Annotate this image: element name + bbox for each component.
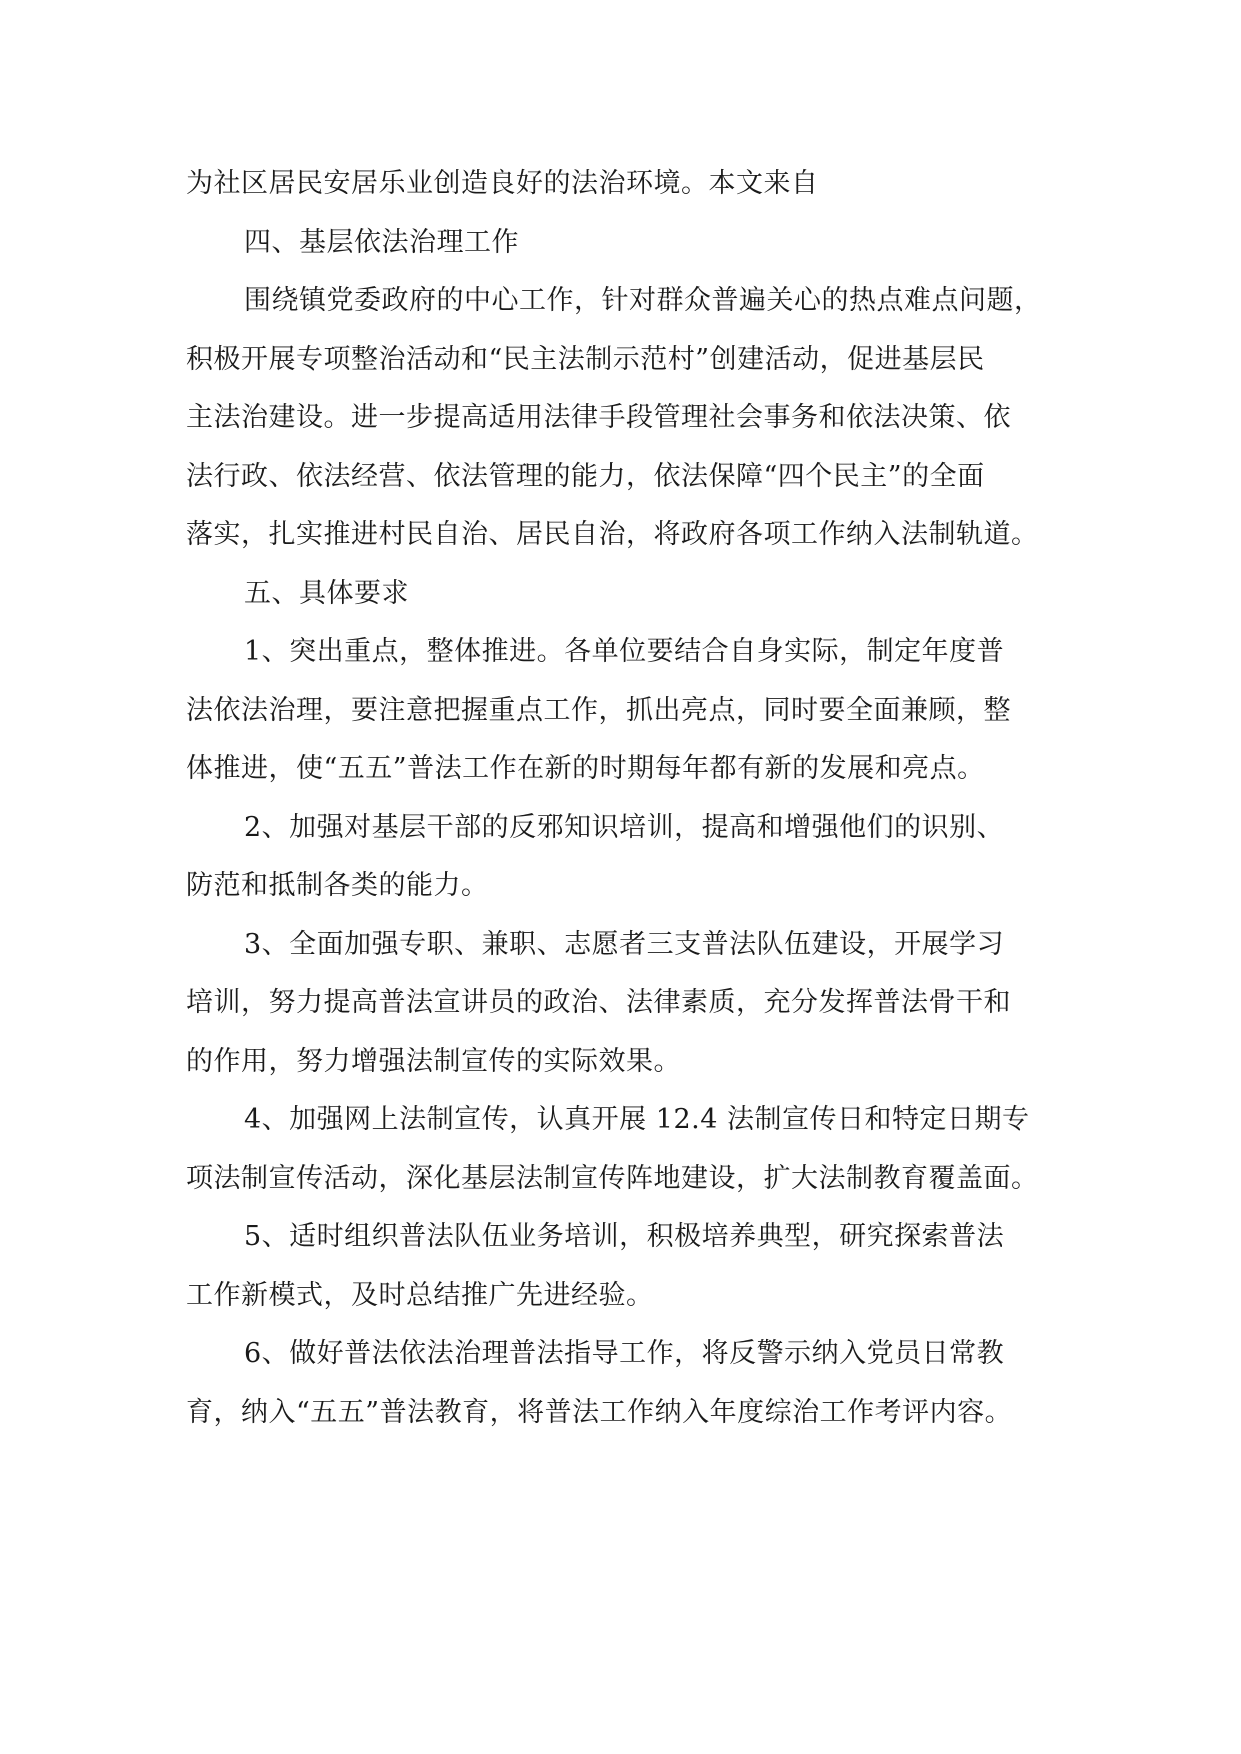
text-line: 育，纳入“五五”普法教育，将普法工作纳入年度综治工作考评内容。 [186,1396,1013,1428]
text-line: 2、加强对基层干部的反邪知识培训，提高和增强他们的识别、 [244,811,1005,843]
text-line: 体推进，使“五五”普法工作在新的时期每年都有新的发展和亮点。 [186,753,985,784]
text-line: 围绕镇党委政府的中心工作，针对群众普遍关心的热点难点问题， [244,285,1042,316]
text-line: 项法制宣传活动，深化基层法制宣传阵地建设，扩大法制教育覆盖面。 [186,1162,1039,1194]
text-line: 法行政、依法经营、依法管理的能力，依法保障“四个民主”的全面 [186,460,985,492]
section-heading-4: 四、基层依法治理工作 [244,226,519,258]
text-line: 工作新模式，及时总结推广先进经验。 [186,1279,654,1311]
document-body [186,155,1056,1442]
text-line: 积极开展专项整治活动和“民主法制示范村”创建活动，促进基层民 [186,343,985,375]
text-line: 1、突出重点，整体推进。各单位要结合自身实际，制定年度普 [244,636,1005,667]
section-heading-5: 五、具体要求 [244,577,409,609]
text-line: 6、做好普法依法治理普法指导工作，将反警示纳入党员日常教 [244,1338,1005,1369]
text-line: 4、加强网上法制宣传，认真开展 12.4 法制宣传日和特定日期专 [244,1104,1030,1135]
text-line: 法依法治理，要注意把握重点工作，抓出亮点，同时要全面兼顾，整 [186,694,1011,726]
text-line: 防范和抵制各类的能力。 [186,870,489,901]
text-line: 落实，扎实推进村民自治、居民自治，将政府各项工作纳入法制轨道。 [186,519,1039,550]
text-line: 3、全面加强专职、兼职、志愿者三支普法队伍建设，开展学习 [244,928,1005,960]
text-line: 的作用，努力增强法制宣传的实际效果。 [186,1045,681,1077]
text-line: 培训，努力提高普法宣讲员的政治、法律素质，充分发挥普法骨干和 [186,987,1011,1018]
text-line: 5、适时组织普法队伍业务培训，积极培养典型，研究探索普法 [244,1221,1005,1252]
text-line: 为社区居民安居乐业创造良好的法治环境。本文来自 [186,168,819,199]
text-line: 主法治建设。进一步提高适用法律手段管理社会事务和依法决策、依 [186,402,1011,433]
